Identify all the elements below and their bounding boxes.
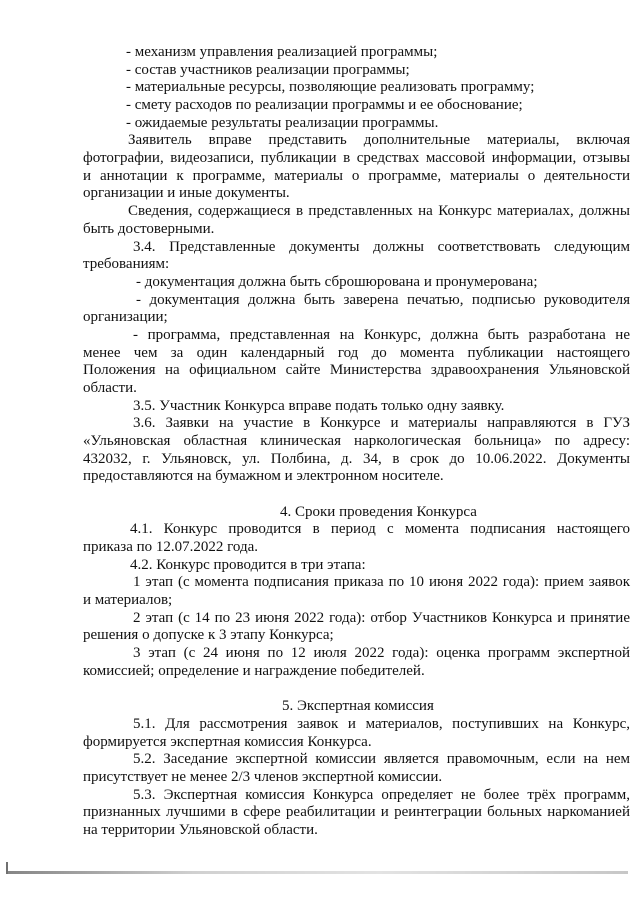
list-item: - смету расходов по реализации программы и ее обоснование; (126, 97, 523, 113)
paragraph-line: присутствует не менее 2/3 членов экспертной комиссии. (83, 769, 443, 785)
stage-2: 2 этап (с 14 по 23 июня 2022 года): отбор Участников Конкурса и принятие (133, 610, 630, 626)
paragraph-line: на территории Ульяновской области. (83, 822, 318, 838)
paragraph-line: предоставляются на бумажном и электронном носителе. (83, 468, 444, 484)
list-item: - программа, представленная на Конкурс, должна быть разработана не (133, 327, 630, 343)
paragraph-line: быть достоверными. (83, 221, 215, 237)
paragraph-line: и материалов; (83, 592, 173, 608)
paragraph-line: приказа по 12.07.2022 года. (83, 539, 259, 555)
stage-3: 3 этап (с 24 июня по 12 июля 2022 года): оценка программ экспертной (133, 645, 630, 661)
clause-5-1: 5.1. Для рассмотрения заявок и материалов, поступивших на Конкурс, (133, 716, 630, 732)
list-item: - ожидаемые результаты реализации программы. (126, 115, 439, 131)
clause-5-3: 5.3. Экспертная комиссия Конкурса определяет не более трёх программ, (133, 787, 630, 803)
scan-edge-line (8, 871, 628, 874)
paragraph-line: организации; (83, 309, 168, 325)
section-4-title: 4. Сроки проведения Конкурса (280, 504, 477, 520)
paragraph-line: «Ульяновская областная клиническая наркологическая больница» по адресу: (83, 433, 630, 449)
list-item: - состав участников реализации программы; (126, 62, 410, 78)
paragraph-line: организации и иные документы. (83, 185, 290, 201)
paragraph-line: и аннотации к программе, материалы о программе, материалы о деятельности (83, 168, 630, 184)
paragraph-line: менее чем за один календарный год до момента публикации настоящего (83, 345, 630, 361)
paragraph-line: 432032, г. Ульяновск, ул. Полбина, д. 34, в срок до 10.06.2022. Документы (83, 451, 630, 467)
list-item: - документация должна быть заверена печатью, подписью руководителя (136, 292, 630, 308)
clause-4-1: 4.1. Конкурс проводится в период с момента подписания настоящего (130, 521, 630, 537)
paragraph-line: формируется экспертная комиссия Конкурса. (83, 734, 372, 750)
paragraph-line: области. (83, 380, 137, 396)
list-item: - документация должна быть сброшюрована и пронумерована; (136, 274, 538, 290)
paragraph-line: признанных лучшими в сфере реабилитации и реинтеграции больных наркоманией (83, 804, 630, 820)
clause-3-5: 3.5. Участник Конкурса вправе подать только одну заявку. (133, 398, 505, 414)
clause-5-2: 5.2. Заседание экспертной комиссии является правомочным, если на нем (133, 751, 630, 767)
clause-3-4: 3.4. Представленные документы должны соответствовать следующим (133, 239, 630, 255)
paragraph-line: требованиям: (83, 256, 170, 272)
stage-1: 1 этап (с момента подписания приказа по 10 июня 2022 года): прием заявок (133, 574, 630, 590)
paragraph-line: Сведения, содержащиеся в представленных на Конкурс материалах, должны (128, 203, 630, 219)
paragraph-line: фотографии, видеозаписи, публикации в средствах массовой информации, отзывы (83, 150, 630, 166)
paragraph-line: Положения на официальном сайте Министерства здравоохранения Ульяновской (83, 362, 630, 378)
clause-3-6: 3.6. Заявки на участие в Конкурсе и материалы направляются в ГУЗ (133, 415, 630, 431)
paragraph-line: решения о допуске к 3 этапу Конкурса; (83, 627, 334, 643)
list-item: - материальные ресурсы, позволяющие реализовать программу; (126, 79, 535, 95)
list-item: - механизм управления реализацией программы; (126, 44, 438, 60)
section-5-title: 5. Экспертная комиссия (282, 698, 434, 714)
paragraph-line: комиссией; определение и награждение победителей. (83, 663, 425, 679)
paragraph-line: Заявитель вправе представить дополнительные материалы, включая (128, 132, 630, 148)
clause-4-2: 4.2. Конкурс проводится в три этапа: (130, 557, 366, 573)
